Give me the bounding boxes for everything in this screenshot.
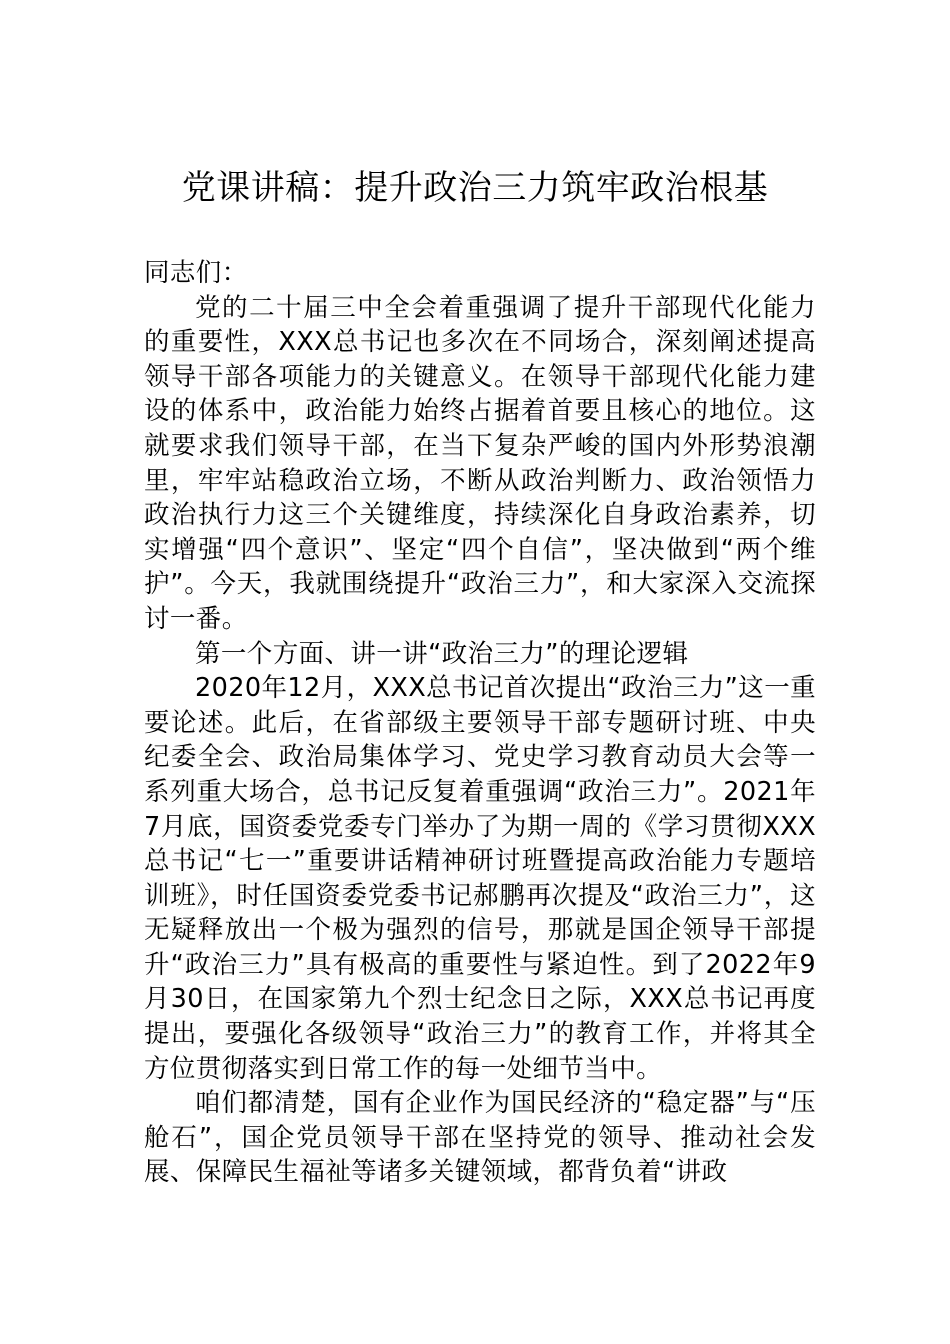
section-heading: 第一个方面、讲一讲“政治三力”的理论逻辑 [195, 638, 689, 669]
paragraph-history: 2020年12月，XXX总书记首次提出“政治三力”这一重要论述。此后，在省部级主要领导干部专题研讨班、中央纪委全会、政治局集体学习、党史学习教育动员大会等一系列重大场合，总书记反复着重强调“政治三力”。2021年7月底，国资委党委专门举办了为期一周的《学习贯彻XXX总书记“七一”重要讲话精神研讨班暨提高政治能力专题培训班》，时任国资委党委书记郝鹏再次提及“政治三力”，这无疑释放出一个极为强烈的信号，那就是国企领导干部提升“政治三力”具有极高的重要性与紧迫性。到了2022年9月30日，在国家第九个烈士纪念日之际，XXX总书记再度提出，要强化各级领导“政治三力”的教育工作，并将其全方位贯彻落实到日常工作的每一处细节当中。 [144, 673, 816, 1084]
document-title: 党课讲稿：提升政治三力筑牢政治根基 [181, 168, 769, 208]
paragraph-soe: 咱们都清楚，国有企业作为国民经济的“稳定器”与“压舱石”，国企党员领导干部在坚持党的领导、推动社会发展、保障民生福祉等诸多关键领域，都背负着“讲政 [144, 1088, 816, 1188]
document-body [144, 256, 816, 1190]
salutation: 同志们： [144, 258, 248, 288]
paragraph-intro: 党的二十届三中全会着重强调了提升干部现代化能力的重要性，XXX总书记也多次在不同场合，深刻阐述提高领导干部各项能力的关键意义。在领导干部现代化能力建设的体系中，政治能力始终占据着首要且核心的地位。这就要求我们领导干部，在当下复杂严峻的国内外形势浪潮里，牢牢站稳政治立场，不断从政治判断力、政治领悟力政治执行力这三个关键维度，持续深化自身政治素养，切实增强“四个意识”、坚定“四个自信”，坚决做到“两个维护”。今天，我就围绕提升“政治三力”，和大家深入交流探讨一番。 [144, 292, 816, 634]
